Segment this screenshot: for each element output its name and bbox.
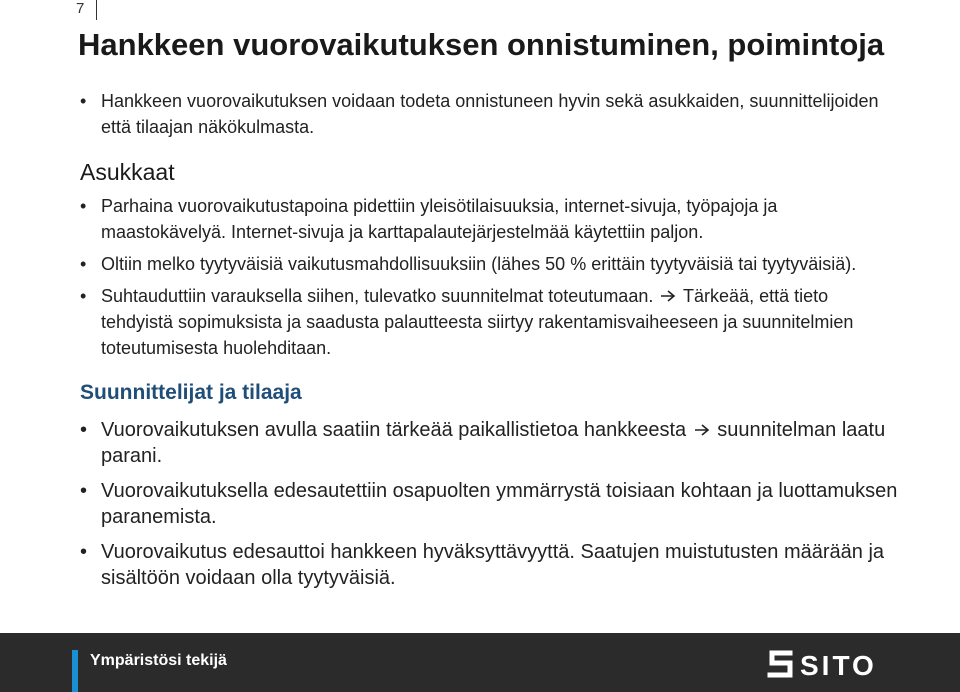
bullet-dot: • [80,480,88,502]
planners-bullet-text: Vuorovaikutus edesauttoi hankkeen hyväksyttävyyttä. Saatujen muistutusten määrään ja sisältöön voidaan olla tyytyväisiä. [101,541,885,589]
residents-bullet-text-before: Suhtauduttiin varauksella siihen, tulevatko suunnitelmat toteutumaan. [101,286,654,306]
residents-bullet-text: Parhaina vuorovaikutustapoina pidettiin yleisötilaisuuksia, internet-sivuja, työpajoja ja maastokävelyä. Internet-sivuja ja karttapalautejärjestelmää käytettiin paljon. [101,196,778,242]
planners-bullet-text-after: suunnitelman laatu parani. [101,419,886,467]
residents-bullet [80,251,900,277]
residents-bullet [80,283,900,361]
footer-bar [0,633,960,692]
logo-text: SITO [800,650,877,681]
bullet-dot: • [80,254,87,274]
residents-heading: Asukkaat [80,159,175,185]
planners-bullet [80,539,900,591]
page-number: 7 [76,0,85,17]
bullet-dot: • [80,419,88,441]
right-arrow-icon [660,290,676,302]
right-arrow-icon [694,424,710,436]
bullet-dot: • [80,541,88,563]
planners-heading: Suunnittelijat ja tilaaja [80,381,302,404]
slide-content [80,86,900,591]
sito-logo-icon [766,645,896,683]
residents-bullet-text: Oltiin melko tyytyväisiä vaikutusmahdollisuuksiin (lähes 50 % erittäin tyytyväisiä tai tyytyväisiä). [101,254,857,274]
footer-tagline: Ympäristösi tekijä [90,652,227,669]
footer-accent-stripe [72,650,78,692]
bullet-dot: • [80,91,87,111]
bullet-dot: • [80,286,87,306]
residents-bullet [80,193,900,245]
bullet-dot: • [80,196,87,216]
planners-bullet [80,478,900,530]
intro-bullet [80,88,900,140]
page-number-divider [96,0,97,20]
intro-bullet-text: Hankkeen vuorovaikutuksen voidaan todeta onnistuneen hyvin sekä asukkaiden, suunnittelijoiden että tilaajan näkökulmasta. [101,91,879,137]
planners-bullet-text: Vuorovaikutuksella edesautettiin osapuolten ymmärrystä toisiaan kohtaan ja luottamuksen paranemista. [101,480,898,528]
planners-bullet [80,417,900,469]
residents-bullet-text-after: Tärkeää, että tieto tehdyistä sopimuksista ja saadusta palautteesta siirtyy rakentamisvaiheeseen ja suunnitelmien toteutumisesta huolehditaan. [101,286,854,358]
planners-bullet-text-before: Vuorovaikutuksen avulla saatiin tärkeää paikallistietoa hankkeesta [101,419,687,441]
page-title: Hankkeen vuorovaikutuksen onnistuminen, poimintoja [78,27,885,62]
